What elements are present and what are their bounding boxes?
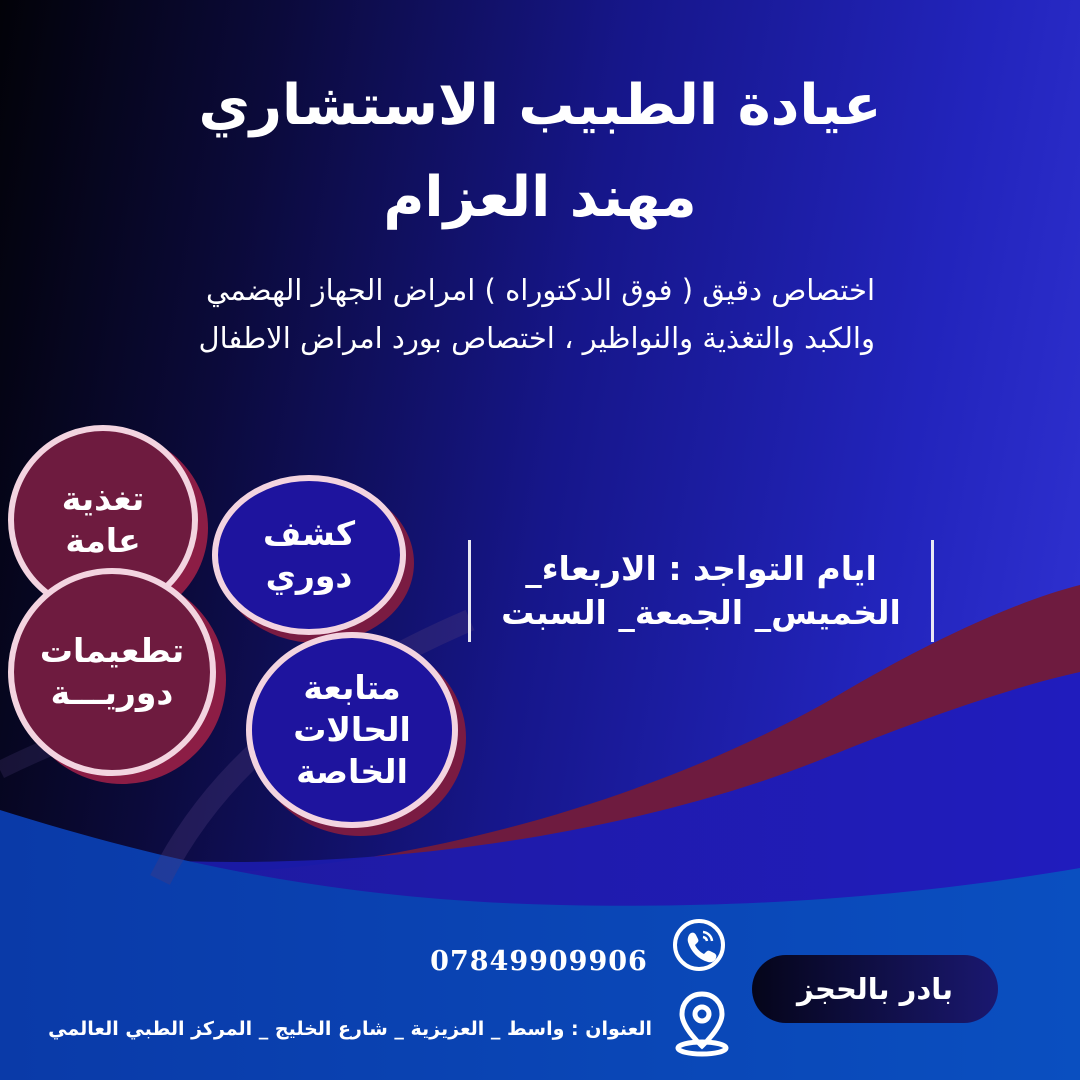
clinic-title: عيادة الطبيب الاستشاري bbox=[198, 73, 882, 138]
service-vaccines-circle bbox=[8, 568, 216, 776]
book-now-button[interactable]: بادر بالحجز bbox=[752, 955, 998, 1023]
phone-number[interactable]: 07849909906 bbox=[430, 946, 648, 977]
service-vaccines-label: تطعيمات دوريـــة bbox=[39, 631, 185, 712]
service-followup-label: متابعة الحالات الخاصة bbox=[293, 668, 411, 791]
availability-days bbox=[468, 540, 934, 642]
specialty-description: اختصاص دقيق ( فوق الدكتوراه ) امراض الجهاز الهضمي والكبد والتغذية والنواظير ، اختصاص بورد امراض الاطفال bbox=[198, 273, 875, 355]
location-pin-icon bbox=[666, 988, 738, 1060]
service-checkup-circle bbox=[212, 475, 406, 635]
service-nutrition-label: تغذية عامة bbox=[61, 479, 145, 560]
availability-text: ايام التواجد : الاربعاء_ الخميس_ الجمعة_ السبت bbox=[501, 549, 901, 632]
phone-icon[interactable] bbox=[672, 918, 726, 972]
doctor-name: مهند العزام bbox=[383, 165, 697, 230]
clinic-address: العنوان : واسط _ العزيزية _ شارع الخليج _ المركز الطبي العالمي bbox=[48, 1018, 652, 1040]
service-checkup-label: كشف دوري bbox=[262, 514, 356, 595]
service-followup-circle bbox=[246, 632, 458, 828]
